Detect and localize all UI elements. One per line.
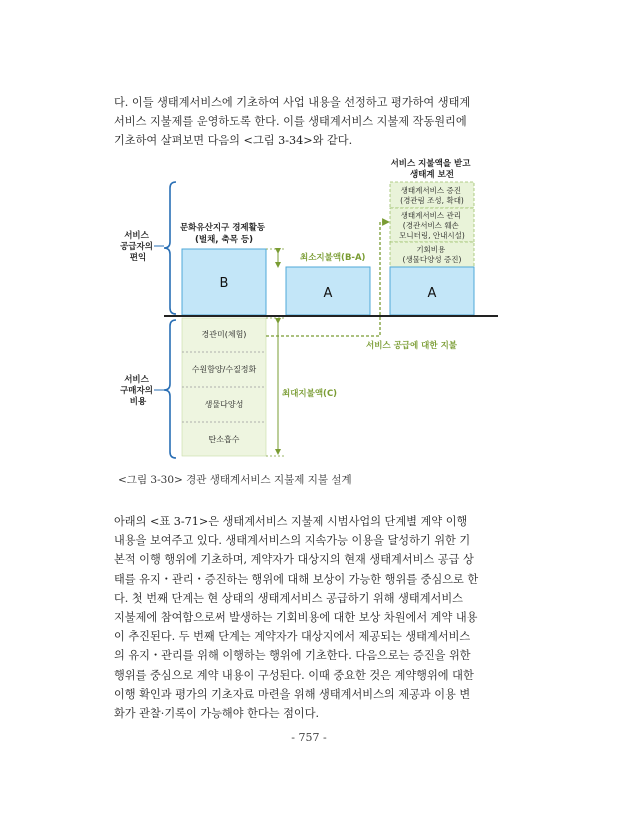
paragraph-line: 의 유지・관리를 위해 이행하는 행위에 기초한다. 다음으로는 증진을 위한: [114, 649, 471, 663]
paragraph-line: 서비스 지불제를 운영하도록 한다. 이를 생태계서비스 지불제 작동원리에: [114, 115, 467, 129]
receive-payment-title: 서비스 지불액을 받고 생태계 보전: [390, 159, 471, 180]
paragraph-intro: [114, 93, 512, 151]
max-payment-label: 최대지불액(C): [282, 389, 338, 399]
paragraph-line: 이행 확인과 평가의 기초자료 마련을 위해 생태계서비스의 제공과 이용 변: [114, 687, 471, 701]
paragraph-line: 지불제에 참여함으로써 발생하는 기회비용에 대한 보상 차원에서 계약 내용: [114, 611, 478, 625]
payment-design-figure: [114, 156, 514, 466]
page-number: - 757 -: [291, 731, 327, 744]
paragraph-line: 내용을 보여주고 있다. 생태계서비스의 지속가능 이용을 달성하기 위한 기: [114, 534, 471, 548]
supplier-benefit-label: 서비스 공급자의 편익: [120, 231, 153, 263]
stack-box-text: 생태계서비스 관리 (경관서비스 훼손 모니터링, 안내시설): [399, 211, 465, 240]
bar-b-label: B: [219, 276, 229, 291]
buyer-cost-column: [182, 318, 266, 456]
paragraph-line: 아래의 <표 3-71>은 생태계서비스 지불제 시범사업의 단계별 계약 이행: [114, 515, 468, 528]
paragraph-line: 태를 유지・관리・증진하는 행위에 대해 보상이 가능한 행위를 중심으로 한: [114, 572, 479, 586]
figure-caption: <그림 3-30> 경관 생태계서비스 지불제 지불 설계: [118, 474, 352, 486]
stack-box-text: 생태계서비스 증진 (경관림 조성, 확대): [400, 186, 464, 205]
stack-box-text: 기회비용 (생물다양성 증진): [402, 245, 462, 264]
paragraph-line: 다. 이들 생태계서비스에 기초하여 사업 내용을 선정하고 평가하여 생태계: [114, 96, 471, 109]
paragraph-line: 이 추진된다. 두 번째 단계는 계약자가 대상지에서 제공되는 생태계서비스: [114, 630, 471, 644]
bar-a-right-label: A: [427, 286, 437, 301]
paragraph-line: 다. 첫 번째 단계는 현 상태의 생태계서비스 공급하기 위해 생태계서비스: [114, 591, 463, 605]
paragraph-line: 기초하여 살펴보면 다음의 <그림 3-34>와 같다.: [114, 134, 353, 148]
buyer-item-water: 수원함양/수질정화: [191, 365, 257, 374]
supplier-brace: [164, 182, 176, 314]
buyer-cost-label: 서비스 구매자의 비용: [120, 375, 153, 407]
paragraph-line: 행위를 중심으로 계약 내용이 구성된다. 이때 중요한 것은 계약행위에 대한: [114, 668, 474, 682]
bar-a-label: A: [323, 286, 333, 301]
buyer-item-biodiversity: 생물다양성: [204, 400, 244, 409]
buyer-item-landscape: 경관미(체험): [201, 330, 247, 339]
paragraph-line: 본적 이행 행위에 기초하며, 계약자가 대상지의 현재 생태계서비스 공급 상: [114, 553, 474, 567]
paragraph-body: [114, 512, 512, 723]
buyer-brace: [164, 320, 176, 458]
cultural-activity-title: 문화유산지구 경제활동 (벌채, 축목 등): [179, 223, 266, 245]
paragraph-line: 화가 관찰·기록이 가능해야 한다는 점이다.: [114, 707, 320, 721]
min-payment-label: 최소지불액(B-A): [300, 253, 366, 263]
buyer-item-carbon: 탄소흡수: [208, 435, 240, 444]
right-stack: [390, 182, 474, 267]
payment-flow-label: 서비스 공급에 대한 지불: [366, 341, 457, 351]
